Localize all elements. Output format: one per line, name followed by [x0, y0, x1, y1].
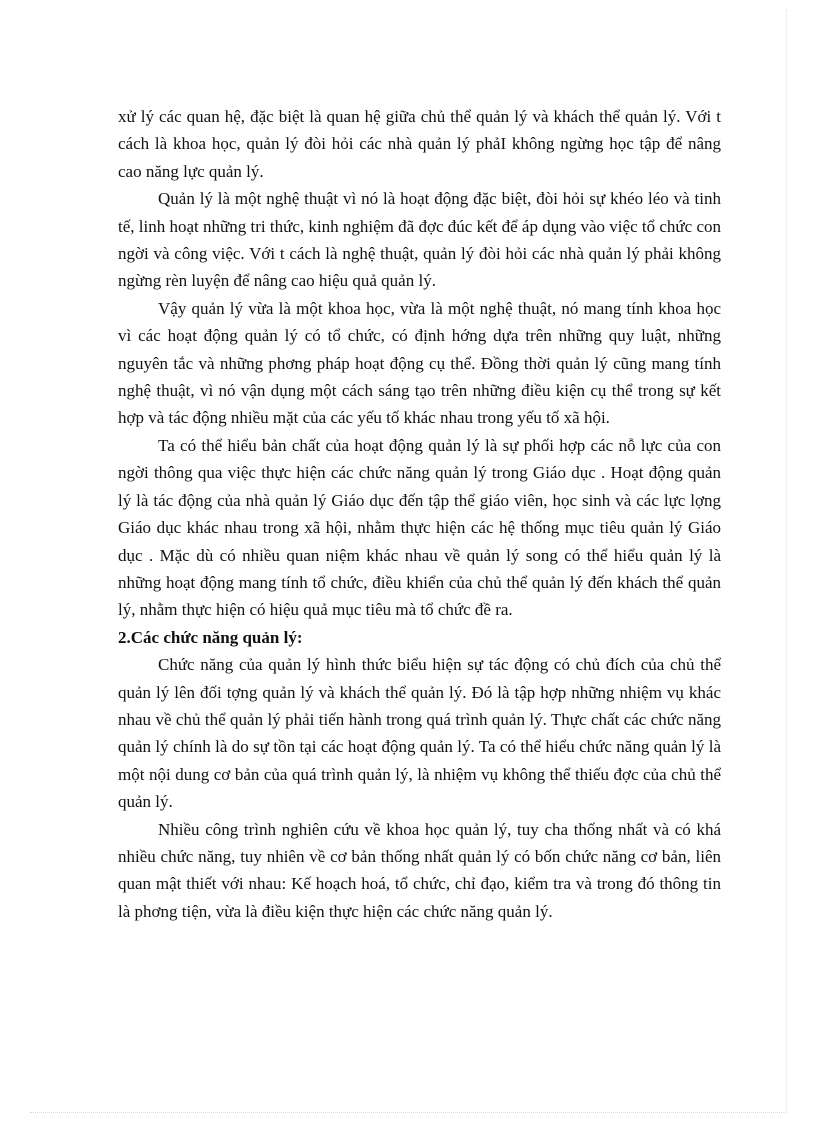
- document-body: [118, 103, 721, 925]
- paragraph-2: Quản lý là một nghệ thuật vì nó là hoạt động đặc biệt, đòi hỏi sự khéo léo và tinh tế, linh hoạt những tri thức, kinh nghiệm đã đợc đúc kết để áp dụng vào việc tổ chức con ngời và công việc. Với t cách là nghệ thuật, quản lý đòi hỏi các nhà quản lý phải không ngừng rèn luyện để nâng cao hiệu quả quản lý.: [118, 189, 721, 291]
- page-bottom-border: [30, 1112, 786, 1113]
- section-heading: 2.Các chức năng quản lý:: [118, 627, 303, 647]
- paragraph-5: Chức năng của quản lý hình thức biểu hiện sự tác động có chủ đích của chủ thể quản lý lên đối tợng quản lý và khách thể quản lý. Đó là tập hợp những nhiệm vụ khác nhau về chủ thể quản lý phải tiến hành trong quá trình quản lý. Thực chất các chức năng quản lý chính là do sự tồn tại các hoạt động quản lý. Ta có thể hiểu chức năng quản lý là một nội dung cơ bản của quá trình quản lý, là nhiệm vụ không thể thiếu đợc của chủ thể quản lý.: [118, 655, 721, 812]
- paragraph-1: xử lý các quan hệ, đặc biệt là quan hệ giữa chủ thể quản lý và khách thể quản lý. Với t cách là khoa học, quản lý đòi hỏi các nhà quản lý phảI không ngừng học tập để nâng cao năng lực quản lý.: [118, 107, 721, 181]
- paragraph-6: Nhiều công trình nghiên cứu về khoa học quản lý, tuy cha thống nhất và có khá nhiều chức năng, tuy nhiên về cơ bản thống nhất quản lý có bốn chức năng cơ bản, liên quan mật thiết với nhau: Kế hoạch hoá, tổ chức, chỉ đạo, kiểm tra và trong đó thông tin là phơng tiện, vừa là điều kiện thực hiện các chức năng quản lý.: [118, 819, 721, 921]
- paragraph-3: Vậy quản lý vừa là một khoa học, vừa là một nghệ thuật, nó mang tính khoa học vì các hoạt động quản lý có tổ chức, có định hớng dựa trên những quy luật, những nguyên tắc và những phơng pháp hoạt động cụ thể. Đồng thời quản lý cũng mang tính nghệ thuật, vì nó vận dụng một cách sáng tạo trên những điều kiện cụ thể trong sự kết hợp và tác động nhiều mặt của các yếu tố khác nhau trong yếu tố xã hội.: [118, 298, 721, 428]
- page-right-border: [786, 10, 787, 1112]
- paragraph-4: Ta có thể hiểu bản chất của hoạt động quản lý là sự phối hợp các nỗ lực của con ngời thông qua việc thực hiện các chức năng quản lý trong Giáo dục . Hoạt động quản lý là tác động của nhà quản lý Giáo dục đến tập thể giáo viên, học sinh và các lực lợng Giáo dục khác nhau trong xã hội, nhằm thực hiện các hệ thống mục tiêu quản lý Giáo dục . Mặc dù có nhiều quan niệm khác nhau về quản lý song có thể hiểu quản lý là những hoạt động mang tính tổ chức, điều khiển của chủ thể quản lý đến khách thể quản lý, nhằm thực hiện có hiệu quả mục tiêu mà tổ chức đề ra.: [118, 435, 721, 620]
